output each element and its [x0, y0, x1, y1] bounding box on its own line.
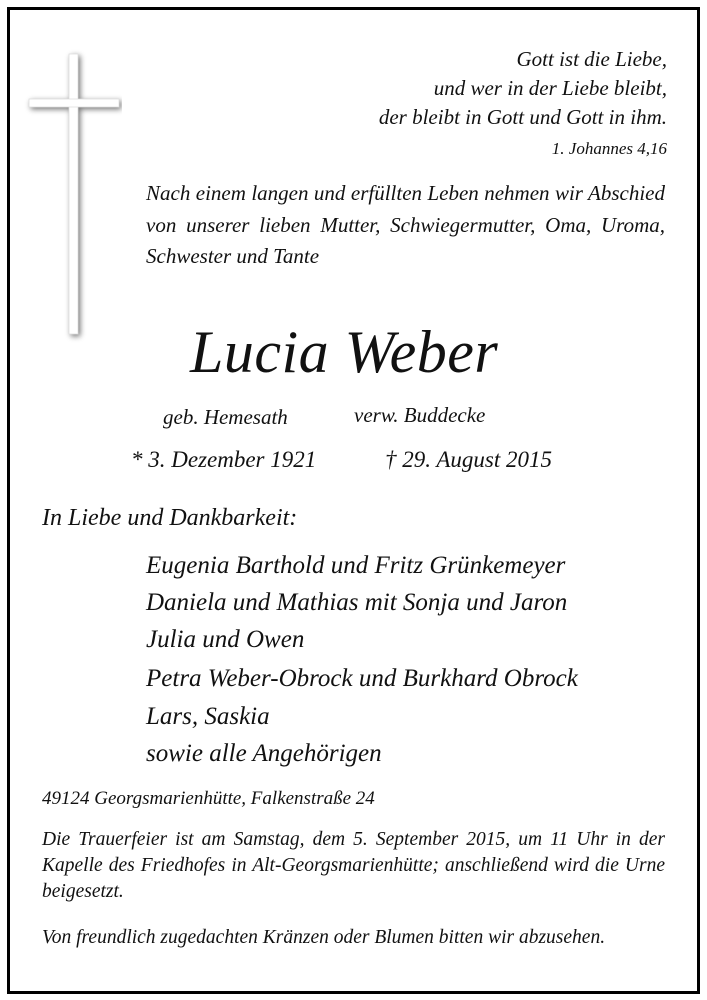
bible-quote-line-3: der bleibt in Gott und Gott in ihm.: [378, 105, 667, 129]
born-name: geb. Hemesath: [163, 405, 288, 429]
address: 49124 Georgsmarienhütte, Falkenstraße 24: [42, 788, 375, 809]
birth-date: * 3. Dezember 1921: [131, 447, 317, 472]
mourner-line: Petra Weber-Obrock und Burkhard Obrock: [146, 665, 578, 692]
mourners-heading: In Liebe und Dankbarkeit:: [42, 505, 298, 531]
deceased-name: Lucia Weber: [190, 319, 499, 385]
mourner-line: Daniela und Mathias mit Sonja und Jaron: [146, 589, 568, 616]
mourner-line: Julia und Owen: [146, 626, 305, 653]
widowed-name: verw. Buddecke: [354, 403, 486, 427]
bible-reference: 1. Johannes 4,16: [551, 139, 667, 158]
funeral-info: Die Trauerfeier ist am Samstag, dem 5. September 2015, um 11 Uhr in der Kapelle des Friedhofes in Alt-Georgsmarienhütte; anschließend wird die Urne beigesetzt.: [42, 829, 665, 902]
bible-quote-line-2: und wer in der Liebe bleibt,: [433, 76, 667, 100]
cross-icon: [22, 48, 122, 348]
bible-quote-line-1: Gott ist die Liebe,: [516, 47, 667, 71]
mourner-line: Lars, Saskia: [146, 703, 270, 730]
intro-text: Nach einem langen und erfüllten Leben nehmen wir Abschied von unserer lieben Mutter, Schwiegermutter, Oma, Uroma, Schwester und Tante: [146, 181, 665, 268]
mourner-line: Eugenia Barthold und Fritz Grünkemeyer: [146, 552, 566, 579]
flowers-note: Von freundlich zugedachten Kränzen oder Blumen bitten wir abzusehen.: [42, 927, 606, 948]
mourner-line: sowie alle Angehörigen: [146, 740, 382, 767]
death-date: † 29. August 2015: [385, 447, 552, 472]
